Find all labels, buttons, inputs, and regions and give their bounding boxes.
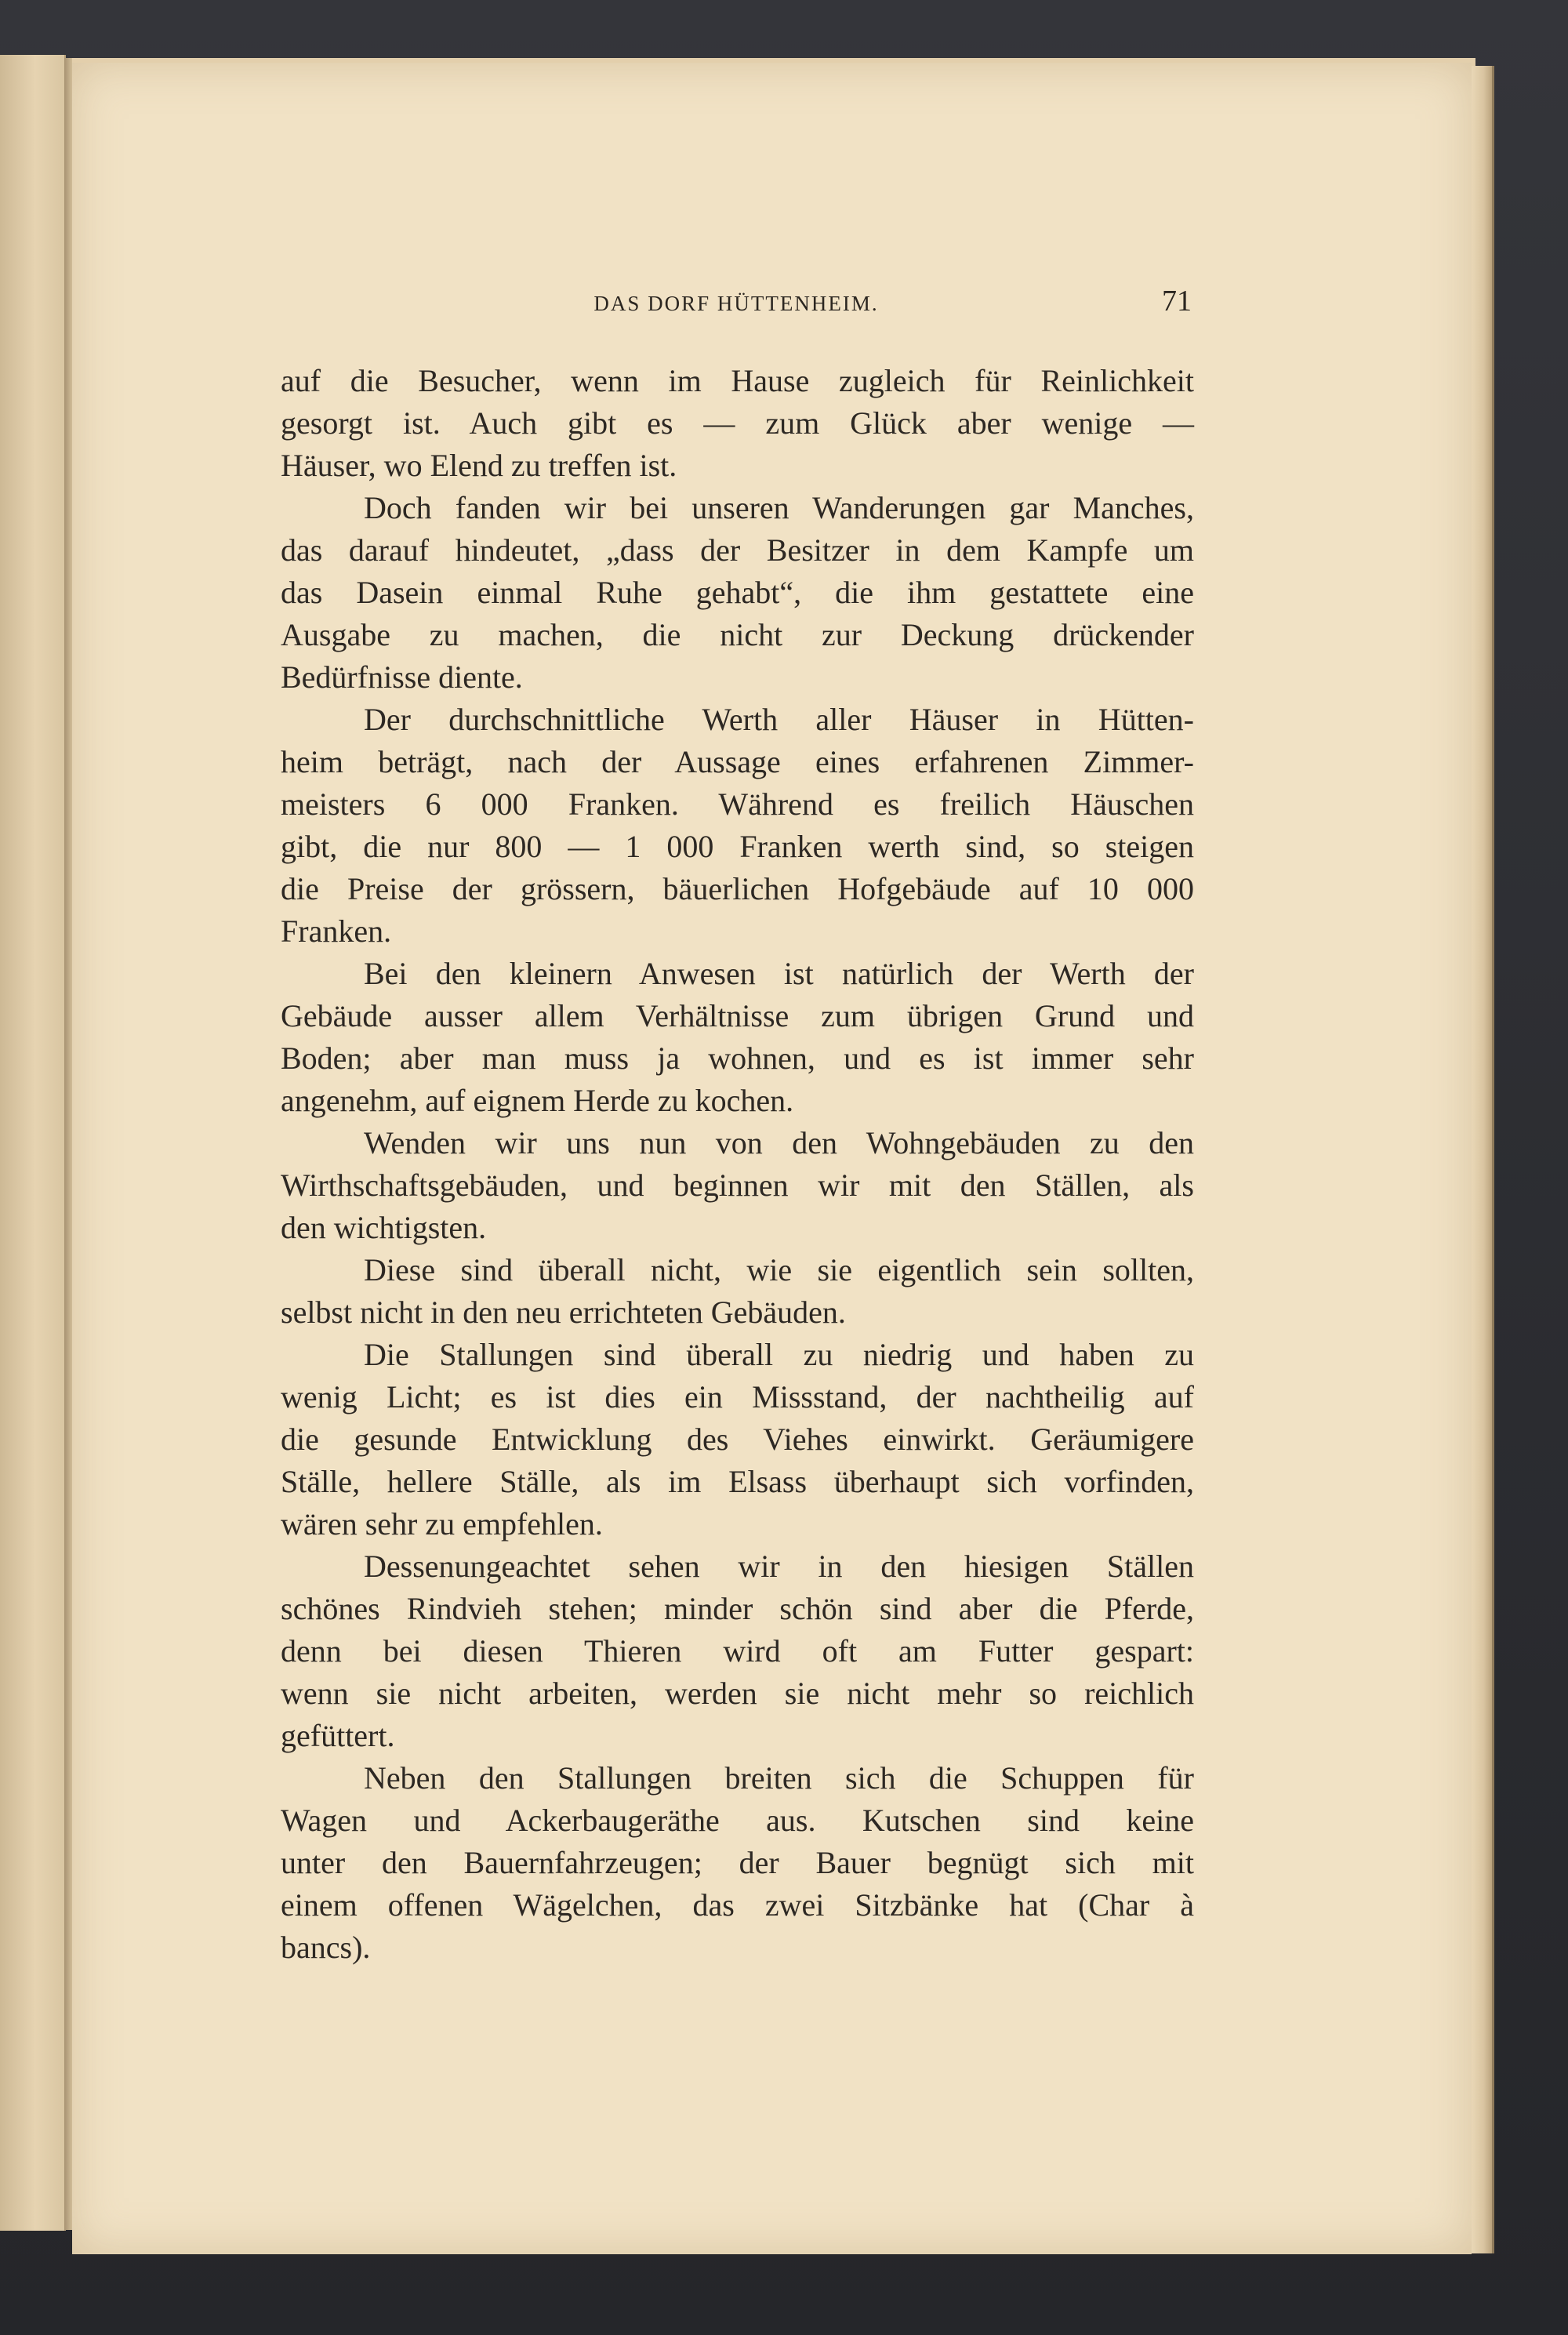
text-line: selbst nicht in den neu errichteten Gebäuden.: [281, 1295, 846, 1330]
text-line: Wagen und Ackerbaugeräthe aus. Kutschen sind keine: [281, 1803, 1194, 1838]
page-header: [281, 284, 1192, 328]
text-line: gesorgt ist. Auch gibt es — zum Glück aber wenige —: [281, 405, 1194, 441]
text-line: Ausgabe zu machen, die nicht zur Deckung drückender: [281, 617, 1194, 652]
text-line: das Dasein einmal Ruhe gehabt“, die ihm gestattete eine: [281, 575, 1194, 610]
text-line: heim beträgt, nach der Aussage eines erfahrenen Zimmer-: [281, 744, 1194, 779]
page-right-edge: [1472, 66, 1494, 2253]
text-line: Diese sind überall nicht, wie sie eigentlich sein sollten,: [364, 1252, 1194, 1287]
running-head: DAS DORF HÜTTENHEIM.: [593, 292, 879, 315]
text-line: gibt, die nur 800 — 1 000 Franken werth sind, so steigen: [281, 829, 1194, 864]
text-line: Boden; aber man muss ja wohnen, und es ist immer sehr: [281, 1040, 1194, 1076]
text-line: wären sehr zu empfehlen.: [281, 1506, 603, 1542]
text-line: denn bei diesen Thieren wird oft am Futter gespart:: [281, 1633, 1194, 1669]
text-line: angenehm, auf eignem Herde zu kochen.: [281, 1083, 794, 1118]
text-line: meisters 6 000 Franken. Während es freilich Häuschen: [281, 786, 1194, 822]
text-line: wenn sie nicht arbeiten, werden sie nicht mehr so reichlich: [281, 1676, 1194, 1711]
text-line: Wirthschaftsgebäuden, und beginnen wir mit den Ställen, als: [281, 1168, 1194, 1203]
text-line: Bedürfnisse diente.: [281, 659, 523, 695]
text-line: bancs).: [281, 1930, 371, 1965]
text-line: Dessenungeachtet sehen wir in den hiesigen Ställen: [364, 1549, 1194, 1584]
text-line: die Preise der grössern, bäuerlichen Hofgebäude auf 10 000: [281, 871, 1194, 906]
text-line: Franken.: [281, 913, 392, 949]
text-line: Häuser, wo Elend zu treffen ist.: [281, 448, 677, 483]
text-line: Wenden wir uns nun von den Wohngebäuden zu den: [364, 1125, 1194, 1160]
text-line: wenig Licht; es ist dies ein Missstand, der nachtheilig auf: [281, 1379, 1194, 1414]
text-line: schönes Rindvieh stehen; minder schön sind aber die Pferde,: [281, 1591, 1194, 1626]
text-line: Ställe, hellere Ställe, als im Elsass überhaupt sich vorfinden,: [281, 1464, 1194, 1499]
text-line: Der durchschnittliche Werth aller Häuser in Hütten-: [364, 702, 1194, 737]
left-page-edge: [0, 55, 66, 2231]
text-line: Die Stallungen sind überall zu niedrig und haben zu: [364, 1337, 1194, 1372]
text-line: unter den Bauernfahrzeugen; der Bauer begnügt sich mit: [281, 1845, 1194, 1880]
text-line: auf die Besucher, wenn im Hause zugleich für Reinlichkeit: [281, 363, 1194, 398]
text-line: gefüttert.: [281, 1718, 395, 1753]
body-text: [281, 360, 1194, 1969]
text-line: Gebäude ausser allem Verhältnisse zum übrigen Grund und: [281, 998, 1194, 1033]
text-line: das darauf hindeutet, „dass der Besitzer in dem Kampfe um: [281, 532, 1194, 568]
text-line: Bei den kleinern Anwesen ist natürlich der Werth der: [364, 956, 1194, 991]
text-line: Doch fanden wir bei unseren Wanderungen gar Manches,: [364, 490, 1194, 525]
text-line: den wichtigsten.: [281, 1210, 487, 1245]
page-number: 71: [1162, 285, 1192, 318]
text-line: einem offenen Wägelchen, das zwei Sitzbänke hat (Char à: [281, 1887, 1194, 1923]
text-line: die gesunde Entwicklung des Viehes einwirkt. Geräumigere: [281, 1422, 1194, 1457]
text-line: Neben den Stallungen breiten sich die Schuppen für: [364, 1760, 1194, 1796]
